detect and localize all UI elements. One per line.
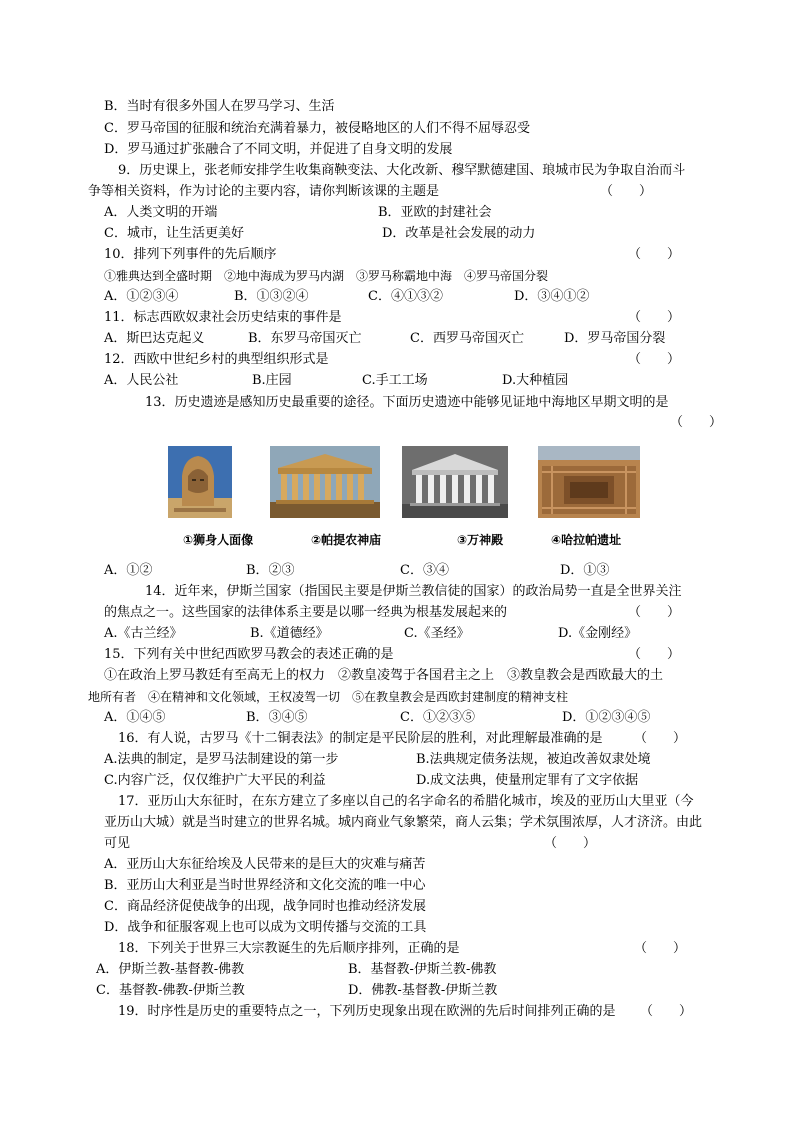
q14-option-a: A.《古兰经》 xyxy=(104,626,183,641)
q18-option-d: D．佛教-基督教-伊斯兰教 xyxy=(348,983,498,998)
caption-parthenon: ②帕提农神庙 xyxy=(311,533,382,547)
q9-options-row1 xyxy=(104,203,704,223)
q12-answer-blank: （ ） xyxy=(628,352,681,367)
q10-option-b: B．①③②④ xyxy=(234,289,309,304)
q18-stem: 18．下列关于世界三大宗教诞生的先后顺序排列，正确的是 xyxy=(118,941,460,956)
q10-option-d: D．③④①② xyxy=(514,289,590,304)
q8-option-c: C．罗马帝国的征服和统治充满着暴力，被侵略地区的人们不得不屈辱忍受 xyxy=(104,121,530,136)
q11-option-a: A．斯巴达克起义 xyxy=(104,331,205,346)
q15-option-b: B．③④⑤ xyxy=(246,710,308,725)
q12-option-d: D.大种植园 xyxy=(502,373,569,388)
q12-stem: 12．西欧中世纪乡村的典型组织形式是 xyxy=(104,352,329,367)
q13-option-c: C．③④ xyxy=(400,563,449,578)
harappa-image xyxy=(538,446,640,518)
q13-options xyxy=(104,561,704,581)
pantheon-image xyxy=(402,446,508,518)
q12-option-b: B.庄园 xyxy=(252,373,292,388)
q10-option-c: C．④①③② xyxy=(368,289,443,304)
q16-stem: 16．有人说，古罗马《十二铜表法》的制定是平民阶层的胜利，对此理解最准确的是 xyxy=(118,731,603,746)
q15-option-d: D．①②③④⑤ xyxy=(562,710,651,725)
q12-option-a: A．人民公社 xyxy=(104,373,179,388)
q13-stem: 13．历史遗迹是感知历史最重要的途径。下面历史遗迹中能够见证地中海地区早期文明的是 xyxy=(145,395,669,410)
q14-options xyxy=(104,624,704,644)
q11-option-c: C．西罗马帝国灭亡 xyxy=(410,331,524,346)
q16-answer-blank: （ ） xyxy=(634,731,687,746)
q14-option-d: D.《金刚经》 xyxy=(558,626,638,641)
q17-stem-line1: 17．亚历山大东征时，在东方建立了多座以自己的名字命名的希腊化城市，埃及的亚历山大里亚（今 xyxy=(118,794,694,809)
q9-options-row2 xyxy=(104,224,704,244)
q16-options-row1 xyxy=(104,750,704,770)
q18-option-c: C．基督教-佛教-伊斯兰教 xyxy=(96,983,245,998)
caption-harappa: ④哈拉帕遗址 xyxy=(551,533,622,547)
q18-option-b: B．基督教-伊斯兰教-佛教 xyxy=(348,962,497,977)
q18-options-row1 xyxy=(96,960,696,980)
q10-options xyxy=(104,287,704,307)
sphinx-image xyxy=(168,446,232,518)
q16-option-d: D.成文法典，使量刑定罪有了文字依据 xyxy=(416,773,639,788)
q17-option-c: C．商品经济促使战争的出现，战争同时也推动经济发展 xyxy=(104,899,426,914)
q12-option-c: C.手工工场 xyxy=(362,373,428,388)
q19-answer-blank: （ ） xyxy=(640,1004,693,1019)
q14-stem-line1: 14．近年来，伊斯兰国家（指国民主要是伊斯兰教信徒的国家）的政治局势一直是全世界关注 xyxy=(145,584,682,599)
q15-option-c: C．①②③⑤ xyxy=(400,710,475,725)
q13-option-a: A．①② xyxy=(104,563,153,578)
q13-answer-blank: （ ） xyxy=(670,415,723,430)
q17-answer-blank: （ ） xyxy=(544,836,597,851)
q13-option-d: D．①③ xyxy=(560,563,610,578)
q9-option-b: B．亚欧的封建社会 xyxy=(378,205,492,220)
q9-option-d: D．改革是社会发展的动力 xyxy=(382,226,536,241)
q9-answer-blank: （ ） xyxy=(600,184,653,199)
q14-stem-line2: 的焦点之一。这些国家的法律体系主要是以哪一经典为根基发展起来的 xyxy=(104,605,508,620)
q11-options xyxy=(104,329,704,349)
q17-stem-line2: 亚历山大城）就是当时建立的世界名城。城内商业气象繁荣，商人云集；学术氛围浓厚，人才济济。由此 xyxy=(104,815,703,830)
caption-pantheon: ③万神殿 xyxy=(457,533,504,547)
q18-options-row2 xyxy=(96,981,696,1001)
q8-option-d: D．罗马通过扩张融合了不同文明，并促进了自身文明的发展 xyxy=(104,142,453,157)
q15-answer-blank: （ ） xyxy=(628,647,681,662)
q15-option-a: A．①④⑤ xyxy=(104,710,166,725)
caption-sphinx: ①狮身人面像 xyxy=(183,533,254,547)
q10-option-a: A．①②③④ xyxy=(104,289,179,304)
q17-stem-line3: 可见 xyxy=(104,836,131,851)
q16-option-b: B.法典规定债务法规，被迫改善奴隶处境 xyxy=(416,752,651,767)
q15-items-line1: ①在政治上罗马教廷有至高无上的权力 ②教皇凌驾于各国君主之上 ③教皇教会是西欧最大的土 xyxy=(104,668,664,683)
q12-options xyxy=(104,371,704,391)
q16-option-c: C.内容广泛，仅仅维护广大平民的利益 xyxy=(104,773,326,788)
q18-answer-blank: （ ） xyxy=(634,941,687,956)
q14-option-c: C.《圣经》 xyxy=(404,626,470,641)
q9-option-c: C．城市，让生活更美好 xyxy=(104,226,244,241)
q14-option-b: B.《道德经》 xyxy=(250,626,329,641)
q18-option-a: A．伊斯兰教-基督教-佛教 xyxy=(96,962,245,977)
q11-stem: 11．标志西欧奴隶社会历史结束的事件是 xyxy=(104,310,342,325)
q9-stem-line1: 9．历史课上，张老师安排学生收集商鞅变法、大化改新、穆罕默德建国、琅城市民为争取自治而斗 xyxy=(118,163,686,178)
q14-answer-blank: （ ） xyxy=(628,605,681,620)
q17-option-a: A．亚历山大东征给埃及人民带来的是巨大的灾难与痛苦 xyxy=(104,857,426,872)
q15-items-line2: 地所有者 ④在精神和文化领域，王权凌驾一切 ⑤在教皇教会是西欧封建制度的精神支柱 xyxy=(88,690,569,704)
q10-stem: 10．排列下列事件的先后顺序 xyxy=(104,247,277,262)
q10-answer-blank: （ ） xyxy=(628,247,681,262)
q11-option-d: D．罗马帝国分裂 xyxy=(564,331,666,346)
q13-option-b: B．②③ xyxy=(246,563,295,578)
q17-option-b: B．亚历山大利亚是当时世界经济和文化交流的唯一中心 xyxy=(104,878,426,893)
q16-options-row2 xyxy=(104,771,704,791)
q16-option-a: A.法典的制定，是罗马法制建设的第一步 xyxy=(104,752,339,767)
q15-options xyxy=(104,708,704,728)
q10-items: ①雅典达到全盛时期 ②地中海成为罗马内湖 ③罗马称霸地中海 ④罗马帝国分裂 xyxy=(104,269,549,283)
q11-answer-blank: （ ） xyxy=(628,310,681,325)
q17-option-d: D．战争和征服客观上也可以成为文明传播与交流的工具 xyxy=(104,920,427,935)
q8-option-b: B．当时有很多外国人在罗马学习、生活 xyxy=(104,99,335,114)
q15-stem: 15．下列有关中世纪西欧罗马教会的表述正确的是 xyxy=(104,647,394,662)
q9-option-a: A．人类文明的开端 xyxy=(104,205,218,220)
parthenon-image xyxy=(270,446,380,518)
q11-option-b: B．东罗马帝国灭亡 xyxy=(248,331,362,346)
q9-stem-line2: 争等相关资料，作为讨论的主要内容，请你判断该课的主题是 xyxy=(88,184,440,199)
q19-stem: 19．时序性是历史的重要特点之一，下列历史现象出现在欧洲的先后时间排列正确的是 xyxy=(118,1004,616,1019)
